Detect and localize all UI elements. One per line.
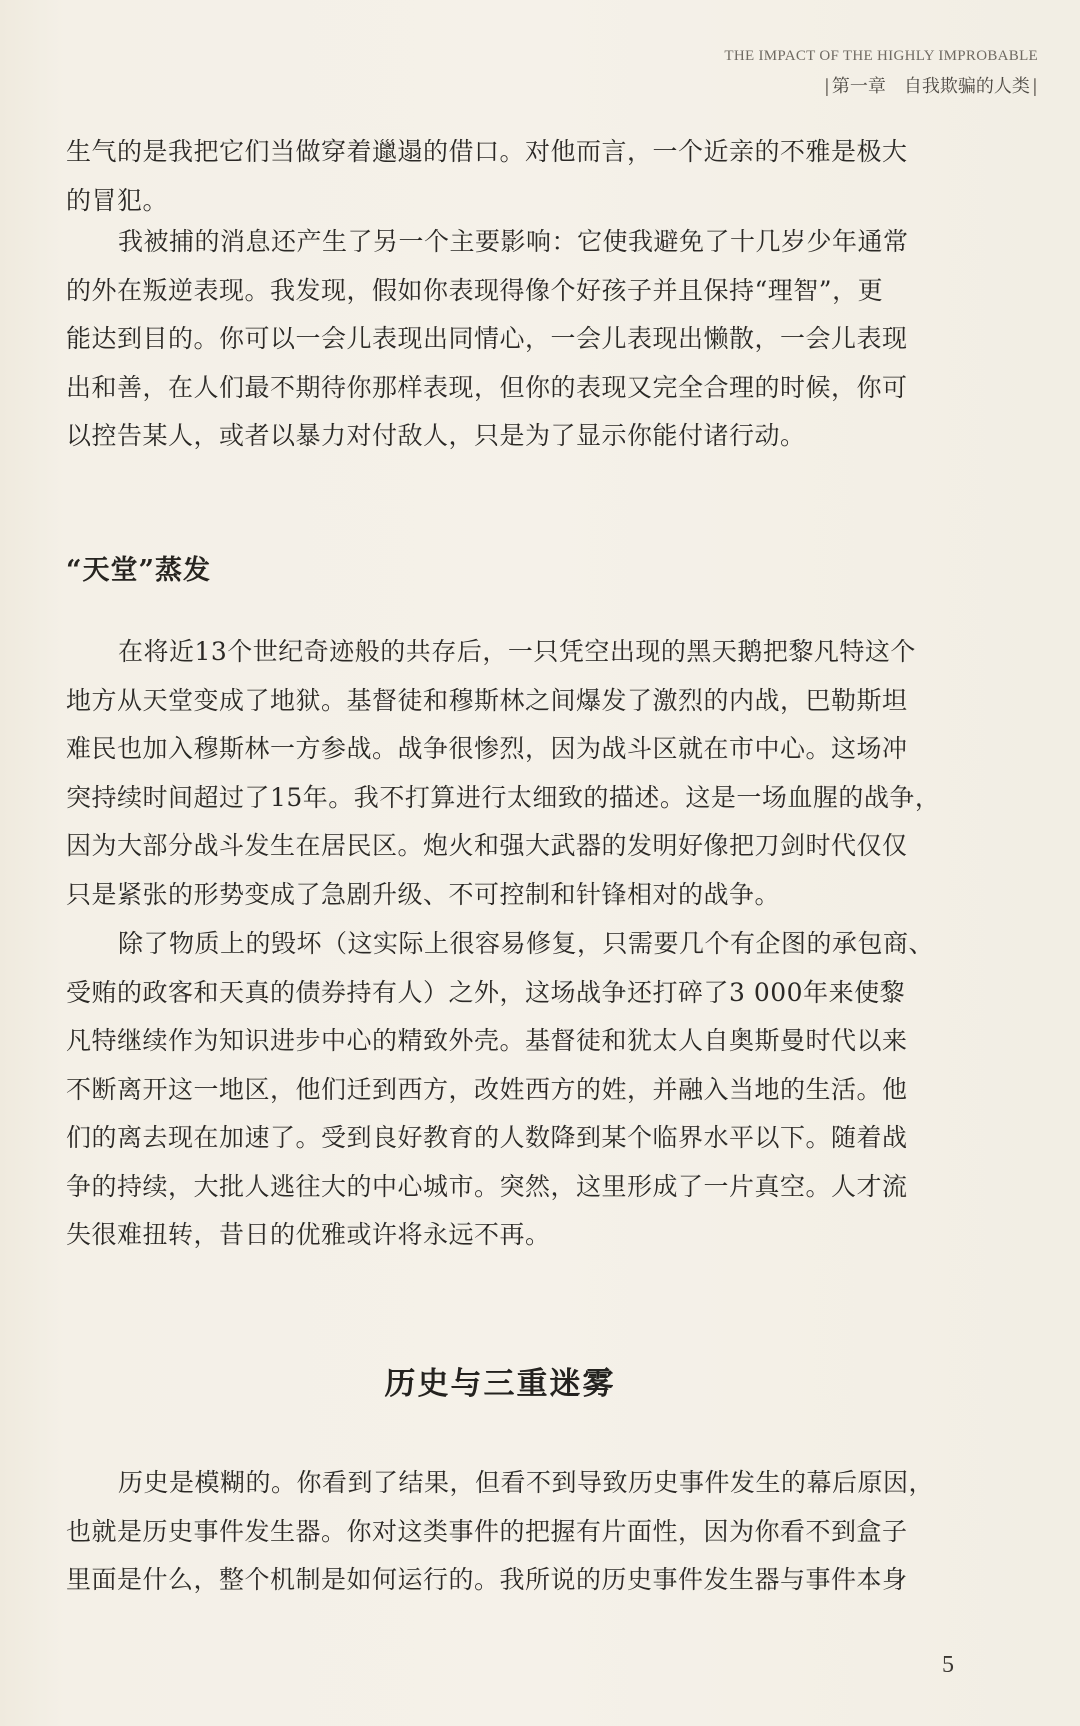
text-line: 能达到目的。你可以一会儿表现出同情心，一会儿表现出懒散，一会儿表现: [66, 324, 908, 353]
text-line: 难民也加入穆斯林一方参战。战争很惨烈，因为战斗区就在市中心。这场冲: [66, 734, 908, 763]
text-line: 的冒犯。: [66, 185, 169, 215]
paragraph-4: [66, 920, 946, 1260]
text-line: 出和善，在人们最不期待你那样表现，但你的表现又完全合理的时候，你可: [66, 372, 908, 402]
chapter-title: 自我欺骗的人类: [903, 76, 1030, 97]
text-line: 受贿的政客和天真的债券持有人）之外，这场战争还打碎了3 000年来使黎: [66, 977, 906, 1007]
text-line: 突持续时间超过了15年。我不打算进行太细致的描述。这是一场血腥的战争，: [66, 782, 941, 812]
text-line: 也就是历史事件发生器。你对这类事件的把握有片面性，因为你看不到盒子: [66, 1516, 908, 1546]
text-line: 不断离开这一地区，他们迁到西方，改姓西方的姓，并融入当地的生活。他: [66, 1074, 908, 1104]
text-line: 生气的是我把它们当做穿着邋遢的借口。对他而言，一个近亲的不雅是极大: [66, 137, 908, 166]
header-bar-right: |: [1031, 76, 1038, 97]
text-line: 除了物质上的毁坏（这实际上很容易修复，只需要几个有企图的承包商、: [118, 929, 935, 958]
running-header-chapter: [822, 72, 1040, 98]
text-line: 只是紧张的形势变成了急剧升级、不可控制和针锋相对的战争。: [66, 879, 781, 909]
text-line: 里面是什么，整个机制是如何运行的。我所说的历史事件发生器与事件本身: [66, 1565, 908, 1594]
text-line: 凡特继续作为知识进步中心的精致外壳。基督徒和犹太人自奥斯曼时代以来: [66, 1026, 908, 1055]
text-line: 的外在叛逆表现。我发现，假如你表现得像个好孩子并且保持“理智”，更: [66, 275, 884, 305]
paragraph-5: [66, 1459, 946, 1605]
text-line: 因为大部分战斗发生在居民区。炮火和强大武器的发明好像把刀剑时代仅仅: [66, 831, 908, 860]
chapter-number: 第一章: [831, 76, 886, 97]
paragraph-2: [66, 218, 946, 461]
text-line: 我被捕的消息还产生了另一个主要影响：它使我避免了十几岁少年通常: [118, 227, 909, 256]
text-line: 们的离去现在加速了。受到良好教育的人数降到某个临界水平以下。随着战: [66, 1123, 908, 1152]
page-number: 5: [942, 1652, 954, 1678]
running-header-english: THE IMPACT OF THE HIGHLY IMPROBABLE: [724, 48, 1038, 64]
text-line: 历史是模糊的。你看到了结果，但看不到导致历史事件发生的幕后原因，: [118, 1468, 935, 1497]
subheading: “天堂”蒸发: [66, 555, 212, 586]
text-line: 争的持续，大批人逃往大的中心城市。突然，这里形成了一片真空。人才流: [66, 1171, 908, 1201]
text-line: 在将近13个世纪奇迹般的共存后，一只凭空出现的黑天鹅把黎凡特这个: [118, 637, 916, 666]
text-line: 以控告某人，或者以暴力对付敌人，只是为了显示你能付诸行动。: [66, 421, 806, 450]
section-title: 历史与三重迷雾: [384, 1366, 616, 1402]
paragraph-1: [66, 128, 946, 225]
header-bar-left: |: [823, 76, 830, 97]
text-line: 地方从天堂变成了地狱。基督徒和穆斯林之间爆发了激烈的内战，巴勒斯坦: [66, 685, 908, 715]
paragraph-3: [66, 628, 946, 919]
text-line: 失很难扭转，昔日的优雅或许将永远不再。: [66, 1220, 551, 1249]
